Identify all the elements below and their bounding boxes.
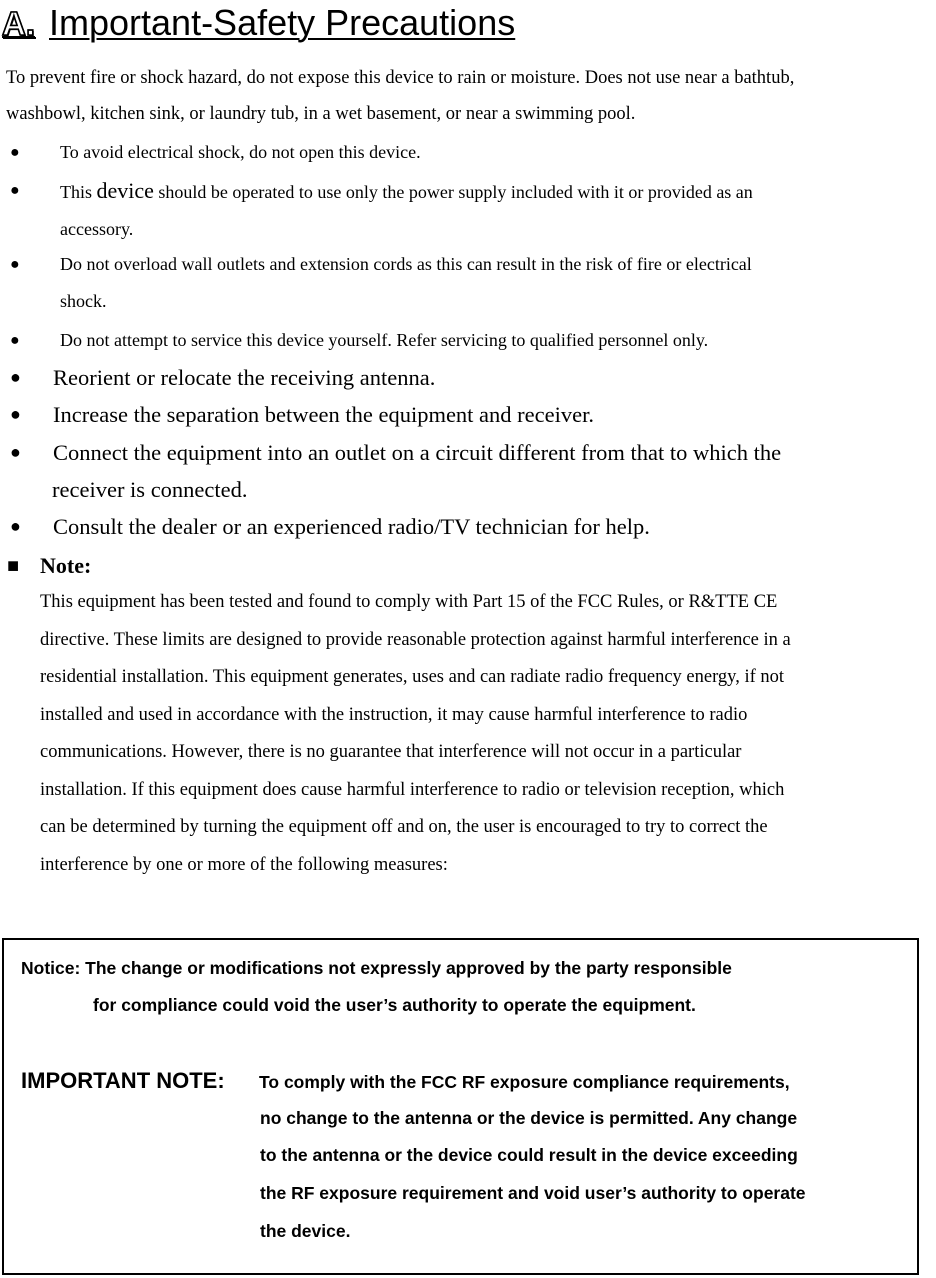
bullet-icon: ● — [10, 256, 20, 273]
list-item-text: Consult the dealer or an experienced radio/TV technician for help. — [53, 514, 650, 539]
section-letter: A. — [2, 5, 35, 42]
list-item-text: should be operated to use only the power supply included with it or provided as an — [153, 182, 753, 202]
intro-line: To prevent fire or shock hazard, do not expose this device to rain or moisture. Does not use near a bathtub, — [6, 68, 795, 88]
list-item-text: receiver is connected. — [52, 477, 248, 502]
note-line: residential installation. This equipment generates, uses and can radiate radio frequency energy, if not — [40, 667, 785, 687]
bullet-icon: ● — [10, 144, 20, 161]
bullet-icon: ● — [10, 332, 20, 349]
note-label: Note: — [40, 553, 92, 578]
list-item-text: Connect the equipment into an outlet on a circuit different from that to which the — [53, 440, 782, 465]
list-item-text: shock. — [60, 291, 107, 311]
bullet-icon: ● — [10, 182, 20, 199]
notice-line: for compliance could void the user’s authority to operate the equipment. — [93, 995, 696, 1015]
notice-box — [2, 938, 919, 1275]
list-item-text: This — [60, 182, 97, 202]
bullet-icon: ● — [10, 367, 21, 387]
list-item-emphasis: device — [96, 178, 154, 203]
intro-line: washbowl, kitchen sink, or laundry tub, in a wet basement, or near a swimming pool. — [6, 104, 636, 124]
section-title — [2, 0, 515, 46]
list-item-text: Do not attempt to service this device yourself. Refer servicing to qualified personnel only. — [60, 330, 709, 350]
note-line: installed and used in accordance with the instruction, it may cause harmful interference to radio — [40, 704, 748, 725]
note-line: directive. These limits are designed to provide reasonable protection against harmful interference in a — [40, 629, 791, 650]
section-heading: Important-Safety Precautions — [49, 2, 516, 43]
important-note-line: To comply with the FCC RF exposure compliance requirements, — [259, 1072, 790, 1092]
important-note-line: the RF exposure requirement and void user’s authority to operate — [260, 1183, 806, 1203]
note-line: communications. However, there is no guarantee that interference will not occur in a particular — [40, 742, 742, 762]
notice-line: Notice: The change or modifications not expressly approved by the party responsible — [21, 958, 732, 978]
intro-paragraph — [6, 60, 936, 132]
list-item-text: Increase the separation between the equipment and receiver. — [53, 402, 594, 427]
list-item-text: accessory. — [60, 219, 134, 239]
important-note-line: no change to the antenna or the device is permitted. Any change — [260, 1108, 798, 1128]
list-item-text: Reorient or relocate the receiving antenna. — [53, 365, 436, 390]
note-line: can be determined by turning the equipment off and on, the user is encouraged to try to correct the — [40, 817, 768, 837]
note-line: This equipment has been tested and found to comply with Part 15 of the FCC Rules, or R&TTE CE — [40, 592, 778, 612]
important-note-label: IMPORTANT NOTE: — [21, 1068, 225, 1093]
important-note-line: to the antenna or the device could result in the device exceeding — [260, 1145, 798, 1165]
bullet-icon: ● — [10, 516, 21, 536]
list-item-text: Do not overload wall outlets and extension cords as this can result in the risk of fire or electrical — [60, 254, 752, 274]
bullet-icon: ● — [10, 442, 21, 462]
important-note-line: the device. — [260, 1221, 351, 1241]
note-paragraph — [40, 584, 936, 884]
note-line: installation. If this equipment does cause harmful interference to radio or television reception, which — [40, 779, 785, 800]
list-item-text: To avoid electrical shock, do not open this device. — [60, 142, 421, 162]
note-line: interference by one or more of the following measures: — [40, 854, 448, 875]
square-bullet-icon: ■ — [7, 555, 20, 577]
bullet-icon: ● — [10, 404, 21, 424]
